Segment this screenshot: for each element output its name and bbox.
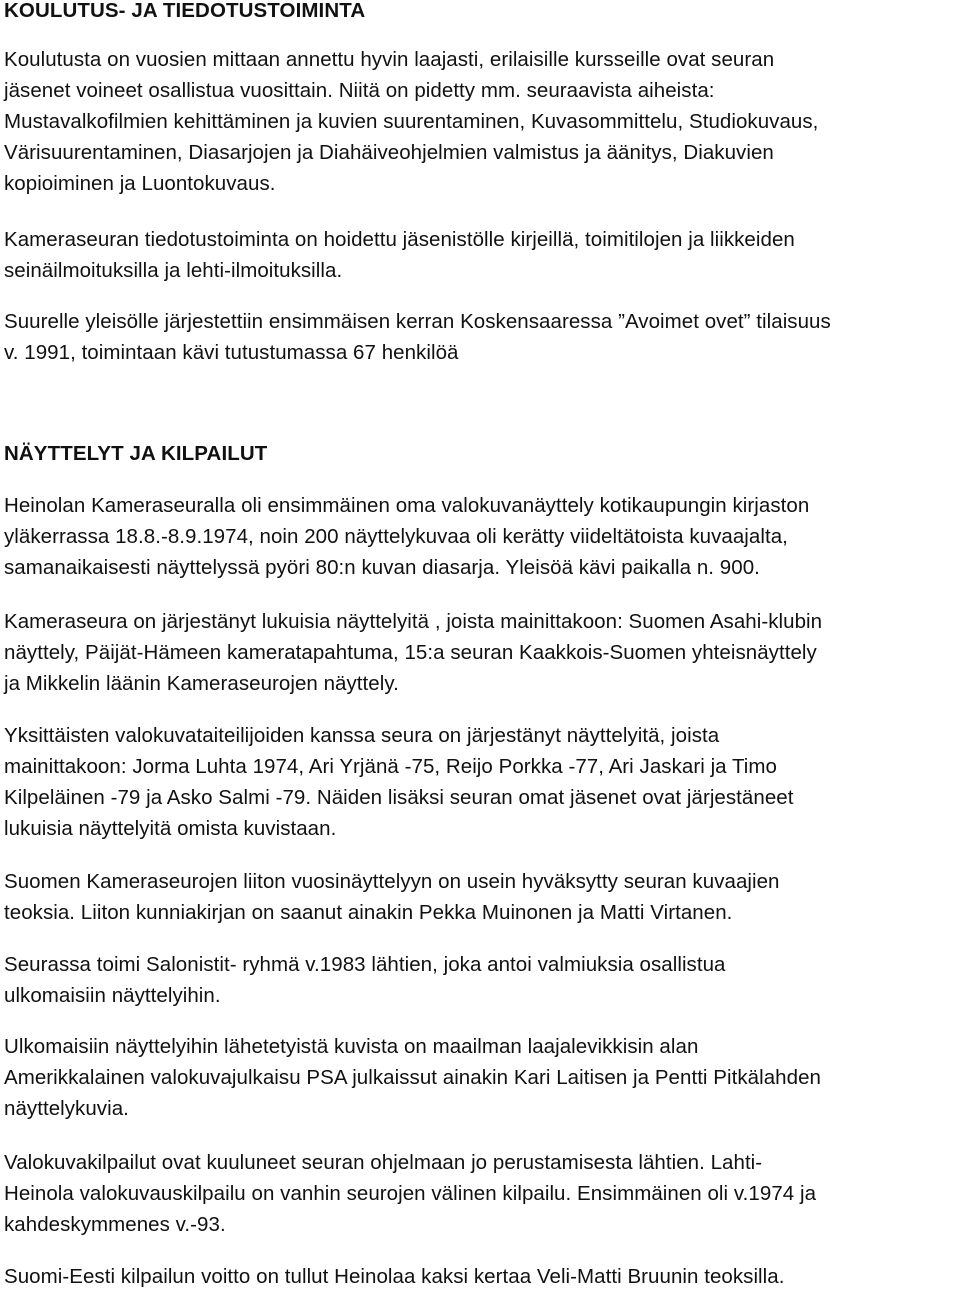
text-line: näyttely, Päijät-Hämeen kameratapahtuma, 15:a seuran Kaakkois-Suomen yhteisnäyttely: [4, 641, 817, 664]
text-line: v. 1991, toimintaan kävi tutustumassa 67 henkilöä: [4, 341, 459, 364]
text-line: Kameraseura on järjestänyt lukuisia näyttelyitä , joista mainittakoon: Suomen Asahi-klubin: [4, 610, 823, 633]
text-line: Värisuurentaminen, Diasarjojen ja Diahäiveohjelmien valmistus ja äänitys, Diakuvien: [4, 141, 774, 164]
paragraph-avoimet-ovet: [4, 306, 956, 368]
text-line: Suurelle yleisölle järjestettiin ensimmäisen kerran Koskensaaressa ”Avoimet ovet” tilaisuus: [4, 310, 831, 333]
text-line: samanaikaisesti näyttelyssä pyöri 80:n kuvan diasarja. Yleisöä kävi paikalla n. 900.: [4, 556, 760, 579]
text-line: teoksia. Liiton kunniakirjan on saanut ainakin Pekka Muinonen ja Matti Virtanen.: [4, 901, 733, 924]
text-line: kopioiminen ja Luontokuvaus.: [4, 172, 276, 195]
text-line: Valokuvakilpailut ovat kuuluneet seuran ohjelmaan jo perustamisesta lähtien. Lahti-: [4, 1151, 763, 1174]
text-line: Suomen Kameraseurojen liiton vuosinäyttelyyn on usein hyväksytty seuran kuvaajien: [4, 870, 780, 893]
paragraph-salonistit: [4, 949, 956, 1011]
text-line: ja Mikkelin läänin Kameraseurojen näyttely.: [4, 672, 399, 695]
text-line: Yksittäisten valokuvataiteilijoiden kanssa seura on järjestänyt näyttelyitä, joista: [4, 724, 720, 747]
text-line: lukuisia näyttelyitä omista kuvistaan.: [4, 817, 337, 840]
paragraph-suomi-eesti: [4, 1261, 956, 1292]
text-line: näyttelykuvia.: [4, 1097, 129, 1120]
text-line: Amerikkalainen valokuvajulkaisu PSA julkaissut ainakin Kari Laitisen ja Pentti Pitkälahden: [4, 1066, 821, 1089]
text-line: ulkomaisiin näyttelyihin.: [4, 984, 221, 1007]
text-line: Kameraseuran tiedotustoiminta on hoidettu jäsenistölle kirjeillä, toimitilojen ja liikkeiden: [4, 228, 795, 251]
text-line: Seurassa toimi Salonistit- ryhmä v.1983 lähtien, joka antoi valmiuksia osallistua: [4, 953, 726, 976]
section-heading-koulutus: KOULUTUS- JA TIEDOTUSTOIMINTA: [4, 0, 366, 22]
text-line: kahdeskymmenes v.-93.: [4, 1213, 226, 1236]
paragraph-koulutus-aiheet: [4, 44, 956, 199]
text-line: jäsenet voineet osallistua vuosittain. Niitä on pidetty mm. seuraavista aiheista:: [4, 79, 715, 102]
text-line: Mustavalkofilmien kehittäminen ja kuvien suurentaminen, Kuvasommittelu, Studiokuvaus,: [4, 110, 819, 133]
section-heading-nayttelyt: NÄYTTELYT JA KILPAILUT: [4, 442, 268, 465]
text-line: yläkerrassa 18.8.-8.9.1974, noin 200 näyttelykuvaa oli kerätty viideltätoista kuvaajalta,: [4, 525, 788, 548]
text-line: Ulkomaisiin näyttelyihin lähetetyistä kuvista on maailman laajalevikkisin alan: [4, 1035, 699, 1058]
paragraph-taiteilijat: [4, 720, 956, 844]
paragraph-vuosinayttely: [4, 866, 956, 928]
text-line: Kilpeläinen -79 ja Asko Salmi -79. Näiden lisäksi seuran omat jäsenet ovat järjestäneet: [4, 786, 794, 809]
text-line: seinäilmoituksilla ja lehti-ilmoituksilla.: [4, 259, 343, 282]
text-line: Heinolan Kameraseuralla oli ensimmäinen oma valokuvanäyttely kotikaupungin kirjaston: [4, 494, 810, 517]
paragraph-kilpailut: [4, 1147, 956, 1240]
paragraph-tiedotus: [4, 224, 956, 286]
text-line: Heinola valokuvauskilpailu on vanhin seurojen välinen kilpailu. Ensimmäinen oli v.1974 ja: [4, 1182, 817, 1205]
text-line: Koulutusta on vuosien mittaan annettu hyvin laajasti, erilaisille kursseille ovat seuran: [4, 48, 775, 71]
text-line: Suomi-Eesti kilpailun voitto on tullut Heinolaa kaksi kertaa Veli-Matti Bruunin teoksilla.: [4, 1265, 785, 1288]
paragraph-ensimmainen-nayttely: [4, 490, 956, 583]
text-line: mainittakoon: Jorma Luhta 1974, Ari Yrjänä -75, Reijo Porkka -77, Ari Jaskari ja Timo: [4, 755, 777, 778]
paragraph-ulkomaiset: [4, 1031, 956, 1124]
paragraph-nayttelyt-lista: [4, 606, 956, 699]
